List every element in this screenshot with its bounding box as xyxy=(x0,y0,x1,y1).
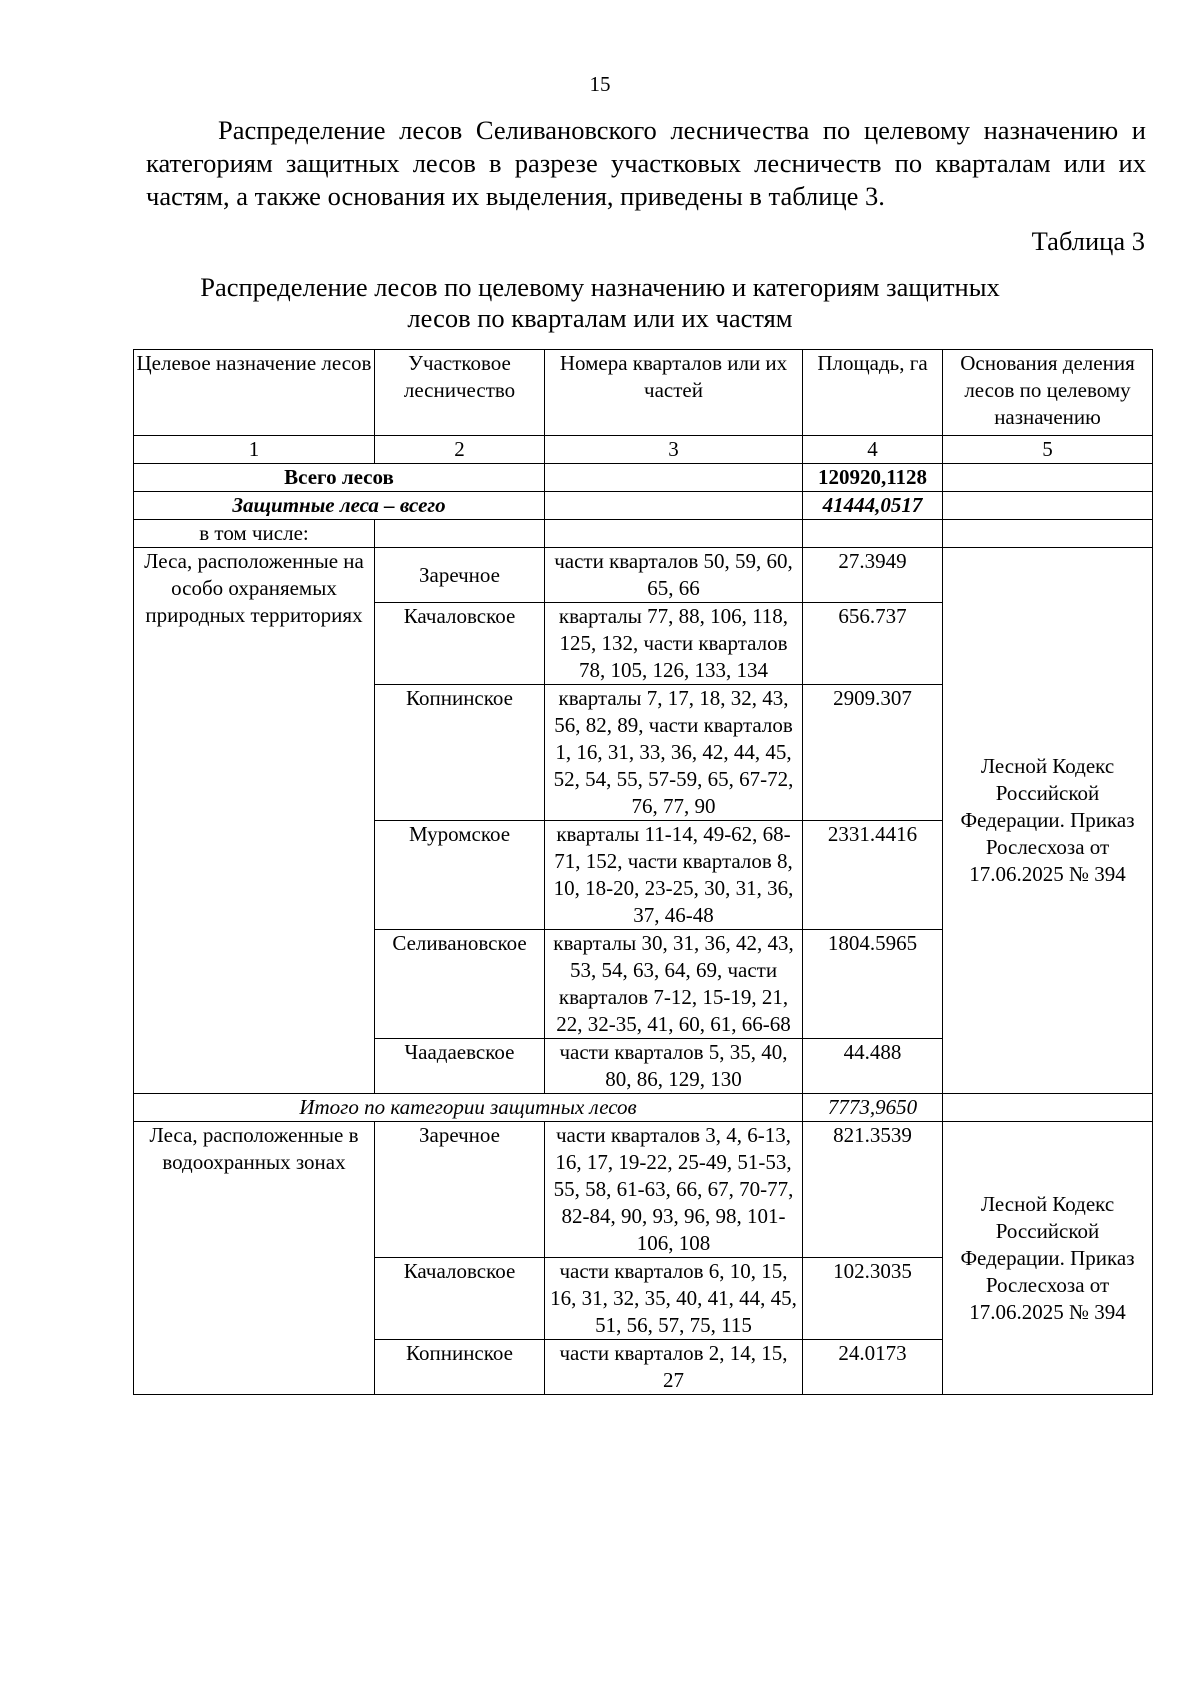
area-cell: 102.3035 xyxy=(803,1258,943,1340)
subtotal-row xyxy=(134,1094,1153,1122)
district-cell: Качаловское xyxy=(375,1258,545,1340)
basis-oopt: Лесной Кодекс Российской Федерации. Приказ Рослесхоза от 17.06.2025 № 394 xyxy=(943,548,1153,1094)
header-basis: Основания деления лесов по целевому назначению xyxy=(943,350,1153,436)
district-cell: Заречное xyxy=(375,1122,545,1258)
quarters-cell: кварталы 7, 17, 18, 32, 43, 56, 82, 89, части кварталов 1, 16, 31, 33, 36, 42, 44, 45, 52, 54, 55, 57-59, 65, 67-72, 76, 77, 90 xyxy=(545,685,803,821)
quarters-cell: части кварталов 6, 10, 15, 16, 31, 32, 35, 40, 41, 44, 45, 51, 56, 57, 75, 115 xyxy=(545,1258,803,1340)
area-cell: 27.3949 xyxy=(803,548,943,603)
category-water: Леса, расположенные в водоохранных зонах xyxy=(134,1122,375,1395)
column-number: 2 xyxy=(375,436,545,464)
area-cell: 656.737 xyxy=(803,603,943,685)
table-row xyxy=(134,548,1153,603)
page-number: 15 xyxy=(589,72,611,96)
district-cell: Копнинское xyxy=(375,685,545,821)
quarters-cell: части кварталов 50, 59, 60, 65, 66 xyxy=(545,548,803,603)
quarters-cell: кварталы 30, 31, 36, 42, 43, 53, 54, 63, 64, 69, части кварталов 7-12, 15-19, 21, 22, 32-35, 41, 60, 61, 66-68 xyxy=(545,930,803,1039)
header-quarters: Номера кварталов или их частей xyxy=(545,350,803,436)
district-cell: Чаадаевское xyxy=(375,1039,545,1094)
column-number: 1 xyxy=(134,436,375,464)
district-cell: Селивановское xyxy=(375,930,545,1039)
district-cell: Муромское xyxy=(375,821,545,930)
basis-water: Лесной Кодекс Российской Федерации. Приказ Рослесхоза от 17.06.2025 № 394 xyxy=(943,1122,1153,1395)
header-purpose: Целевое назначение лесов xyxy=(134,350,375,436)
intro-paragraph: Распределение лесов Селивановского лесничества по целевому назначению и категориям защитных лесов в разрезе участковых лесничеств по кварталам или их частям, а также основания их выделения, приведены в таблице 3. xyxy=(146,115,1146,211)
header-row xyxy=(134,350,1153,436)
including-row xyxy=(134,520,1153,548)
area-cell: 2909.307 xyxy=(803,685,943,821)
district-cell: Заречное xyxy=(375,548,545,603)
area-cell: 44.488 xyxy=(803,1039,943,1094)
table-row xyxy=(134,1122,1153,1258)
category-oopt: Леса, расположенные на особо охраняемых природных территориях xyxy=(134,548,375,1094)
district-cell: Качаловское xyxy=(375,603,545,685)
header-area: Площадь, га xyxy=(803,350,943,436)
quarters-cell: кварталы 11-14, 49-62, 68-71, 152, части кварталов 8, 10, 18-20, 23-25, 30, 31, 36, 37, 46-48 xyxy=(545,821,803,930)
forest-distribution-table xyxy=(133,349,1153,1395)
total-forests-label: Всего лесов xyxy=(134,464,545,492)
table-title xyxy=(200,272,1000,334)
area-cell: 821.3539 xyxy=(803,1122,943,1258)
table-title-line1: Распределение лесов по целевому назначению и категориям защитных xyxy=(200,272,1000,302)
total-forests-row xyxy=(134,464,1153,492)
including-label: в том числе: xyxy=(134,520,375,548)
quarters-cell: части кварталов 5, 35, 40, 80, 86, 129, 130 xyxy=(545,1039,803,1094)
subtotal-label: Итого по категории защитных лесов xyxy=(134,1094,803,1122)
area-cell: 24.0173 xyxy=(803,1340,943,1395)
column-number: 4 xyxy=(803,436,943,464)
column-number: 3 xyxy=(545,436,803,464)
district-cell: Копнинское xyxy=(375,1340,545,1395)
quarters-cell: кварталы 77, 88, 106, 118, 125, 132, части кварталов 78, 105, 126, 133, 134 xyxy=(545,603,803,685)
header-district: Участковое лесничество xyxy=(375,350,545,436)
column-number-row xyxy=(134,436,1153,464)
total-forests-area: 120920,1128 xyxy=(803,464,943,492)
subtotal-area: 7773,9650 xyxy=(803,1094,943,1122)
protective-total-label: Защитные леса – всего xyxy=(134,492,545,520)
protective-total-row xyxy=(134,492,1153,520)
quarters-cell: части кварталов 3, 4, 6-13, 16, 17, 19-22, 25-49, 51-53, 55, 58, 61-63, 66, 67, 70-77, 82-84, 90, 93, 96, 98, 101-106, 108 xyxy=(545,1122,803,1258)
table-title-line2: лесов по кварталам или их частям xyxy=(407,303,793,333)
column-number: 5 xyxy=(943,436,1153,464)
quarters-cell: части кварталов 2, 14, 15, 27 xyxy=(545,1340,803,1395)
protective-total-area: 41444,0517 xyxy=(803,492,943,520)
area-cell: 1804.5965 xyxy=(803,930,943,1039)
area-cell: 2331.4416 xyxy=(803,821,943,930)
table-label: Таблица 3 xyxy=(1031,226,1145,256)
